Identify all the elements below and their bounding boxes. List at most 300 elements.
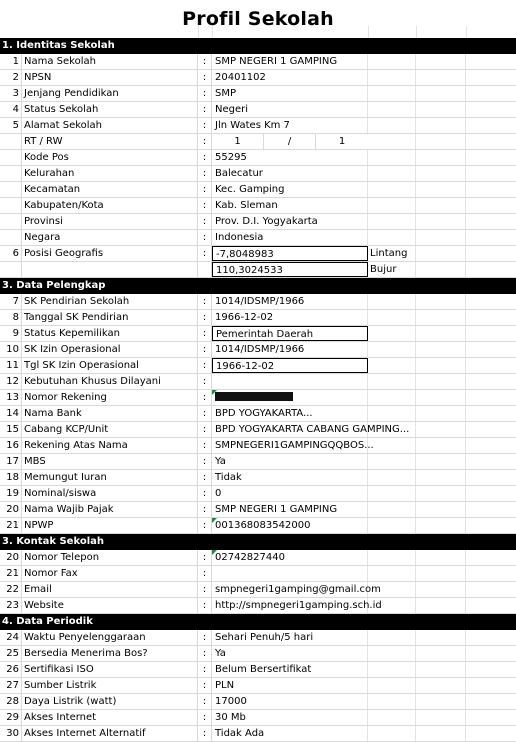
empty-cell[interactable] bbox=[416, 198, 466, 213]
row-number: 1 bbox=[0, 54, 22, 69]
field-label: Nama Bank bbox=[22, 406, 198, 421]
empty-cell[interactable] bbox=[416, 326, 466, 341]
empty-cell[interactable] bbox=[416, 502, 466, 517]
empty-cell[interactable] bbox=[466, 294, 516, 309]
colon-separator: : bbox=[198, 454, 212, 469]
title-gridlines bbox=[0, 26, 516, 38]
table-row-bujur bbox=[0, 262, 516, 278]
field-value[interactable]: 1966-12-02 bbox=[212, 358, 368, 373]
empty-cell[interactable] bbox=[466, 518, 516, 533]
table-row bbox=[0, 422, 516, 438]
field-value[interactable]: SMP NEGERI 1 GAMPING bbox=[212, 502, 368, 517]
row-number bbox=[0, 166, 22, 181]
empty-cell[interactable] bbox=[466, 598, 516, 613]
empty-cell[interactable] bbox=[466, 550, 516, 565]
empty-cell[interactable] bbox=[466, 470, 516, 485]
empty-cell[interactable] bbox=[416, 374, 466, 389]
field-label: NPWP bbox=[22, 518, 198, 533]
row-number: 16 bbox=[0, 438, 22, 453]
row-number: 10 bbox=[0, 342, 22, 357]
empty-cell[interactable] bbox=[368, 630, 416, 645]
table-row bbox=[0, 214, 516, 230]
field-label: Kelurahan bbox=[22, 166, 198, 181]
empty-cell[interactable] bbox=[368, 710, 416, 725]
colon-separator: : bbox=[198, 422, 212, 437]
field-label: Nomor Telepon bbox=[22, 550, 198, 565]
table-row bbox=[0, 102, 516, 118]
field-value[interactable]: Indonesia bbox=[212, 230, 368, 245]
table-row bbox=[0, 470, 516, 486]
field-value[interactable]: 30 Mb bbox=[212, 710, 368, 725]
empty-cell[interactable] bbox=[368, 662, 416, 677]
table-row bbox=[0, 326, 516, 342]
field-value[interactable]: 1966-12-02 bbox=[212, 310, 368, 325]
cell-note-marker bbox=[212, 390, 217, 395]
empty-cell[interactable] bbox=[466, 662, 516, 677]
empty-cell[interactable] bbox=[416, 678, 466, 693]
colon-separator: : bbox=[198, 502, 212, 517]
table-row bbox=[0, 678, 516, 694]
field-value[interactable]: Kab. Sleman bbox=[212, 198, 368, 213]
table-row bbox=[0, 166, 516, 182]
empty-cell[interactable] bbox=[466, 694, 516, 709]
field-label: Nomor Rekening bbox=[22, 390, 198, 405]
section-title: 3. Data Pelengkap bbox=[2, 280, 106, 291]
table-row bbox=[0, 598, 516, 614]
empty-cell[interactable] bbox=[368, 486, 416, 501]
empty-cell[interactable] bbox=[416, 726, 466, 741]
field-value[interactable]: Jln Wates Km 7 bbox=[212, 118, 368, 133]
empty-cell[interactable] bbox=[416, 118, 466, 133]
empty-cell[interactable] bbox=[416, 342, 466, 357]
empty-cell[interactable] bbox=[368, 294, 416, 309]
section-header-kontak bbox=[0, 534, 516, 550]
section-header-identitas bbox=[0, 38, 516, 54]
colon-separator: : bbox=[198, 198, 212, 213]
field-value[interactable]: Kec. Gamping bbox=[212, 182, 368, 197]
empty-cell[interactable] bbox=[416, 646, 466, 661]
field-label: Nomor Fax bbox=[22, 566, 198, 581]
empty-cell[interactable] bbox=[416, 406, 466, 421]
row-number: 30 bbox=[0, 726, 22, 741]
row-number bbox=[0, 198, 22, 213]
empty-cell[interactable] bbox=[368, 598, 416, 613]
empty-cell[interactable] bbox=[368, 118, 416, 133]
field-label: Kebutuhan Khusus Dilayani bbox=[22, 374, 198, 389]
colon-separator: : bbox=[198, 694, 212, 709]
empty-cell[interactable] bbox=[416, 438, 466, 453]
field-value[interactable]: Ya bbox=[212, 454, 368, 469]
field-label: Akses Internet bbox=[22, 710, 198, 725]
empty-cell[interactable] bbox=[368, 454, 416, 469]
colon-separator bbox=[198, 262, 212, 277]
field-value[interactable]: Sehari Penuh/5 hari bbox=[212, 630, 368, 645]
table-row bbox=[0, 374, 516, 390]
colon-separator: : bbox=[198, 486, 212, 501]
field-value[interactable]: 1014/IDSMP/1966 bbox=[212, 294, 368, 309]
field-value[interactable]: http://smpnegeri1gamping.sch.id bbox=[212, 598, 368, 613]
row-number: 24 bbox=[0, 630, 22, 645]
empty-cell[interactable] bbox=[466, 342, 516, 357]
empty-cell[interactable] bbox=[466, 262, 516, 277]
empty-cell[interactable] bbox=[416, 566, 466, 581]
field-value[interactable]: BPD YOGYAKARTA... bbox=[212, 406, 368, 421]
empty-cell[interactable] bbox=[416, 390, 466, 405]
empty-cell[interactable] bbox=[416, 54, 466, 69]
empty-cell[interactable] bbox=[466, 406, 516, 421]
row-number: 26 bbox=[0, 662, 22, 677]
empty-cell[interactable] bbox=[466, 390, 516, 405]
empty-cell[interactable] bbox=[416, 598, 466, 613]
row-number bbox=[0, 214, 22, 229]
empty-cell[interactable] bbox=[368, 518, 416, 533]
empty-cell[interactable] bbox=[416, 470, 466, 485]
lintang-value[interactable]: -7,8048983 bbox=[212, 246, 368, 261]
empty-cell[interactable] bbox=[466, 710, 516, 725]
colon-separator: : bbox=[198, 326, 212, 341]
colon-separator: : bbox=[198, 342, 212, 357]
empty-cell[interactable] bbox=[368, 198, 416, 213]
row-number: 17 bbox=[0, 454, 22, 469]
row-number: 23 bbox=[0, 598, 22, 613]
empty-cell[interactable] bbox=[416, 70, 466, 85]
colon-separator: : bbox=[198, 118, 212, 133]
section-title: 4. Data Periodik bbox=[2, 616, 93, 627]
empty-cell[interactable] bbox=[466, 582, 516, 597]
empty-cell[interactable] bbox=[416, 230, 466, 245]
row-number: 12 bbox=[0, 374, 22, 389]
table-row-rtrw bbox=[0, 134, 516, 150]
empty-cell[interactable] bbox=[466, 102, 516, 117]
rtrw-separator: / bbox=[264, 134, 316, 149]
empty-cell[interactable] bbox=[416, 422, 466, 437]
colon-separator: : bbox=[198, 310, 212, 325]
table-row bbox=[0, 198, 516, 214]
field-value[interactable]: SMP bbox=[212, 86, 368, 101]
row-number: 27 bbox=[0, 678, 22, 693]
row-number: 20 bbox=[0, 550, 22, 565]
row-number bbox=[0, 262, 22, 277]
row-number: 6 bbox=[0, 246, 22, 261]
field-value[interactable]: Ya bbox=[212, 646, 368, 661]
field-label: Sertifikasi ISO bbox=[22, 662, 198, 677]
field-value[interactable]: 02742827440 bbox=[212, 550, 368, 565]
empty-cell[interactable] bbox=[368, 678, 416, 693]
empty-cell[interactable] bbox=[368, 374, 416, 389]
colon-separator: : bbox=[198, 678, 212, 693]
field-label: Email bbox=[22, 582, 198, 597]
empty-cell[interactable] bbox=[466, 70, 516, 85]
empty-cell[interactable] bbox=[368, 214, 416, 229]
empty-cell[interactable] bbox=[368, 230, 416, 245]
empty-cell[interactable] bbox=[368, 182, 416, 197]
colon-separator: : bbox=[198, 246, 212, 261]
field-label: MBS bbox=[22, 454, 198, 469]
bujur-label: Bujur bbox=[368, 262, 416, 277]
empty-cell[interactable] bbox=[368, 582, 416, 597]
table-row bbox=[0, 662, 516, 678]
field-value[interactable]: Tidak bbox=[212, 470, 368, 485]
field-value[interactable]: 55295 bbox=[212, 150, 368, 165]
empty-cell[interactable] bbox=[368, 166, 416, 181]
field-value[interactable]: 17000 bbox=[212, 694, 368, 709]
row-number: 20 bbox=[0, 502, 22, 517]
row-number: 18 bbox=[0, 470, 22, 485]
row-number bbox=[0, 150, 22, 165]
field-value[interactable] bbox=[212, 566, 368, 581]
table-row bbox=[0, 310, 516, 326]
field-label: Memungut Iuran bbox=[22, 470, 198, 485]
empty-cell[interactable] bbox=[368, 358, 416, 373]
rt-value[interactable]: 1 bbox=[212, 134, 264, 149]
empty-cell[interactable] bbox=[368, 694, 416, 709]
table-row bbox=[0, 86, 516, 102]
row-number: 4 bbox=[0, 102, 22, 117]
colon-separator: : bbox=[198, 374, 212, 389]
field-label: Bersedia Menerima Bos? bbox=[22, 646, 198, 661]
colon-separator: : bbox=[198, 294, 212, 309]
empty-cell[interactable] bbox=[368, 646, 416, 661]
empty-cell[interactable] bbox=[368, 326, 416, 341]
rw-value[interactable]: 1 bbox=[338, 136, 346, 147]
field-label: Kabupaten/Kota bbox=[22, 198, 198, 213]
empty-cell[interactable] bbox=[368, 70, 416, 85]
row-number: 2 bbox=[0, 70, 22, 85]
field-value[interactable]: Tidak Ada bbox=[212, 726, 368, 741]
colon-separator: : bbox=[198, 166, 212, 181]
empty-cell[interactable] bbox=[466, 166, 516, 181]
empty-cell[interactable] bbox=[416, 694, 466, 709]
field-value[interactable]: PLN bbox=[212, 678, 368, 693]
table-row bbox=[0, 566, 516, 582]
row-number: 8 bbox=[0, 310, 22, 325]
field-value[interactable]: Belum Bersertifikat bbox=[212, 662, 368, 677]
empty-cell[interactable] bbox=[416, 294, 466, 309]
field-value[interactable] bbox=[212, 390, 368, 405]
field-value[interactable]: smpnegeri1gamping@gmail.com bbox=[212, 582, 368, 597]
field-value[interactable]: 0 bbox=[212, 486, 368, 501]
empty-cell[interactable] bbox=[416, 630, 466, 645]
table-row bbox=[0, 646, 516, 662]
empty-cell[interactable] bbox=[466, 214, 516, 229]
table-row bbox=[0, 710, 516, 726]
table-row bbox=[0, 630, 516, 646]
empty-cell[interactable] bbox=[368, 150, 416, 165]
empty-cell[interactable] bbox=[368, 310, 416, 325]
row-number: 15 bbox=[0, 422, 22, 437]
colon-separator: : bbox=[198, 54, 212, 69]
empty-cell[interactable] bbox=[368, 566, 416, 581]
empty-cell[interactable] bbox=[416, 214, 466, 229]
field-value[interactable]: Prov. D.I. Yogyakarta bbox=[212, 214, 368, 229]
empty-cell[interactable] bbox=[466, 438, 516, 453]
field-value[interactable]: 20401102 bbox=[212, 70, 368, 85]
empty-cell[interactable] bbox=[466, 230, 516, 245]
field-value[interactable]: BPD YOGYAKARTA CABANG GAMPING... bbox=[212, 422, 368, 437]
empty-cell[interactable] bbox=[466, 310, 516, 325]
empty-cell[interactable] bbox=[368, 470, 416, 485]
empty-cell[interactable] bbox=[466, 182, 516, 197]
table-row bbox=[0, 694, 516, 710]
empty-cell[interactable] bbox=[416, 166, 466, 181]
field-value[interactable]: Pemerintah Daerah bbox=[212, 326, 368, 341]
table-row bbox=[0, 550, 516, 566]
empty-cell[interactable] bbox=[466, 150, 516, 165]
empty-cell[interactable] bbox=[416, 662, 466, 677]
colon-separator: : bbox=[198, 566, 212, 581]
empty-cell[interactable] bbox=[416, 454, 466, 469]
row-number: 11 bbox=[0, 358, 22, 373]
colon-separator: : bbox=[198, 630, 212, 645]
field-value[interactable]: SMP NEGERI 1 GAMPING bbox=[212, 54, 368, 69]
field-label: Cabang KCP/Unit bbox=[22, 422, 198, 437]
empty-cell[interactable] bbox=[368, 422, 416, 437]
table-row bbox=[0, 518, 516, 534]
empty-cell[interactable] bbox=[368, 102, 416, 117]
colon-separator: : bbox=[198, 182, 212, 197]
empty-cell[interactable] bbox=[368, 134, 416, 149]
empty-cell[interactable] bbox=[466, 486, 516, 501]
field-label: Nama Wajib Pajak bbox=[22, 502, 198, 517]
empty-cell[interactable] bbox=[416, 550, 466, 565]
empty-cell[interactable] bbox=[416, 262, 466, 277]
empty-cell[interactable] bbox=[416, 150, 466, 165]
field-value[interactable]: Negeri bbox=[212, 102, 368, 117]
section-title: 1. Identitas Sekolah bbox=[2, 40, 115, 51]
field-label: NPSN bbox=[22, 70, 198, 85]
table-row bbox=[0, 342, 516, 358]
empty-cell[interactable] bbox=[466, 86, 516, 101]
field-label: Kode Pos bbox=[22, 150, 198, 165]
field-value[interactable]: 1014/IDSMP/1966 bbox=[212, 342, 368, 357]
row-number: 13 bbox=[0, 390, 22, 405]
colon-separator: : bbox=[198, 86, 212, 101]
table-row bbox=[0, 454, 516, 470]
field-label: Rekening Atas Nama bbox=[22, 438, 198, 453]
empty-cell[interactable] bbox=[416, 86, 466, 101]
empty-cell[interactable] bbox=[466, 422, 516, 437]
table-row bbox=[0, 406, 516, 422]
empty-cell[interactable] bbox=[368, 54, 416, 69]
colon-separator: : bbox=[198, 646, 212, 661]
row-number bbox=[0, 134, 22, 149]
table-row bbox=[0, 294, 516, 310]
colon-separator: : bbox=[198, 710, 212, 725]
empty-cell[interactable] bbox=[416, 246, 466, 261]
empty-cell[interactable] bbox=[466, 54, 516, 69]
row-number: 5 bbox=[0, 118, 22, 133]
row-number: 7 bbox=[0, 294, 22, 309]
field-label: Sumber Listrik bbox=[22, 678, 198, 693]
field-label: Website bbox=[22, 598, 198, 613]
field-label: Kecamatan bbox=[22, 182, 198, 197]
empty-cell[interactable] bbox=[416, 358, 466, 373]
colon-separator: : bbox=[198, 470, 212, 485]
empty-cell[interactable] bbox=[416, 710, 466, 725]
table-row bbox=[0, 502, 516, 518]
field-value[interactable]: SMPNEGERI1GAMPINGQQBOS... bbox=[212, 438, 368, 453]
field-label bbox=[22, 262, 198, 277]
empty-cell[interactable] bbox=[368, 502, 416, 517]
empty-cell[interactable] bbox=[466, 326, 516, 341]
table-row bbox=[0, 358, 516, 374]
row-number: 3 bbox=[0, 86, 22, 101]
colon-separator: : bbox=[198, 518, 212, 533]
empty-cell[interactable] bbox=[466, 630, 516, 645]
empty-cell[interactable] bbox=[416, 182, 466, 197]
empty-cell[interactable] bbox=[466, 374, 516, 389]
empty-cell[interactable] bbox=[368, 86, 416, 101]
empty-cell[interactable] bbox=[466, 646, 516, 661]
empty-cell[interactable] bbox=[466, 502, 516, 517]
empty-cell[interactable] bbox=[416, 518, 466, 533]
row-number: 21 bbox=[0, 518, 22, 533]
field-value[interactable]: 001368083542000 bbox=[212, 518, 368, 533]
colon-separator: : bbox=[198, 406, 212, 421]
empty-cell[interactable] bbox=[466, 566, 516, 581]
colon-separator: : bbox=[198, 230, 212, 245]
lintang-label: Lintang bbox=[368, 246, 416, 261]
table-row bbox=[0, 230, 516, 246]
section-header-pelengkap bbox=[0, 278, 516, 294]
field-label: SK Pendirian Sekolah bbox=[22, 294, 198, 309]
empty-cell[interactable] bbox=[368, 406, 416, 421]
empty-cell[interactable] bbox=[466, 454, 516, 469]
row-number: 29 bbox=[0, 710, 22, 725]
empty-cell[interactable] bbox=[368, 726, 416, 741]
empty-cell[interactable] bbox=[416, 582, 466, 597]
field-value[interactable] bbox=[212, 374, 368, 389]
field-label: Provinsi bbox=[22, 214, 198, 229]
table-row bbox=[0, 486, 516, 502]
table-row bbox=[0, 54, 516, 70]
empty-cell[interactable] bbox=[368, 550, 416, 565]
empty-cell[interactable] bbox=[416, 102, 466, 117]
cell-note-marker bbox=[212, 518, 217, 523]
empty-cell[interactable] bbox=[368, 438, 416, 453]
colon-separator: : bbox=[198, 438, 212, 453]
empty-cell[interactable] bbox=[368, 342, 416, 357]
empty-cell[interactable] bbox=[416, 310, 466, 325]
empty-cell[interactable] bbox=[466, 358, 516, 373]
empty-cell[interactable] bbox=[466, 678, 516, 693]
table-row bbox=[0, 150, 516, 166]
empty-cell[interactable] bbox=[466, 726, 516, 741]
empty-cell[interactable] bbox=[466, 134, 516, 149]
colon-separator: : bbox=[198, 150, 212, 165]
field-value[interactable]: Balecatur bbox=[212, 166, 368, 181]
colon-separator: : bbox=[198, 598, 212, 613]
empty-cell[interactable] bbox=[416, 134, 466, 149]
empty-cell[interactable] bbox=[466, 118, 516, 133]
bujur-value[interactable]: 110,3024533 bbox=[212, 262, 368, 277]
empty-cell[interactable] bbox=[368, 390, 416, 405]
field-label: Posisi Geografis bbox=[22, 246, 198, 261]
colon-separator: : bbox=[198, 390, 212, 405]
table-row bbox=[0, 726, 516, 742]
empty-cell[interactable] bbox=[416, 486, 466, 501]
table-row bbox=[0, 70, 516, 86]
empty-cell[interactable] bbox=[466, 246, 516, 261]
field-label: Nominal/siswa bbox=[22, 486, 198, 501]
empty-cell[interactable] bbox=[466, 198, 516, 213]
row-number: 9 bbox=[0, 326, 22, 341]
row-number: 22 bbox=[0, 582, 22, 597]
field-label: Waktu Penyelenggaraan bbox=[22, 630, 198, 645]
table-row bbox=[0, 438, 516, 454]
colon-separator: : bbox=[198, 550, 212, 565]
colon-separator: : bbox=[198, 726, 212, 741]
